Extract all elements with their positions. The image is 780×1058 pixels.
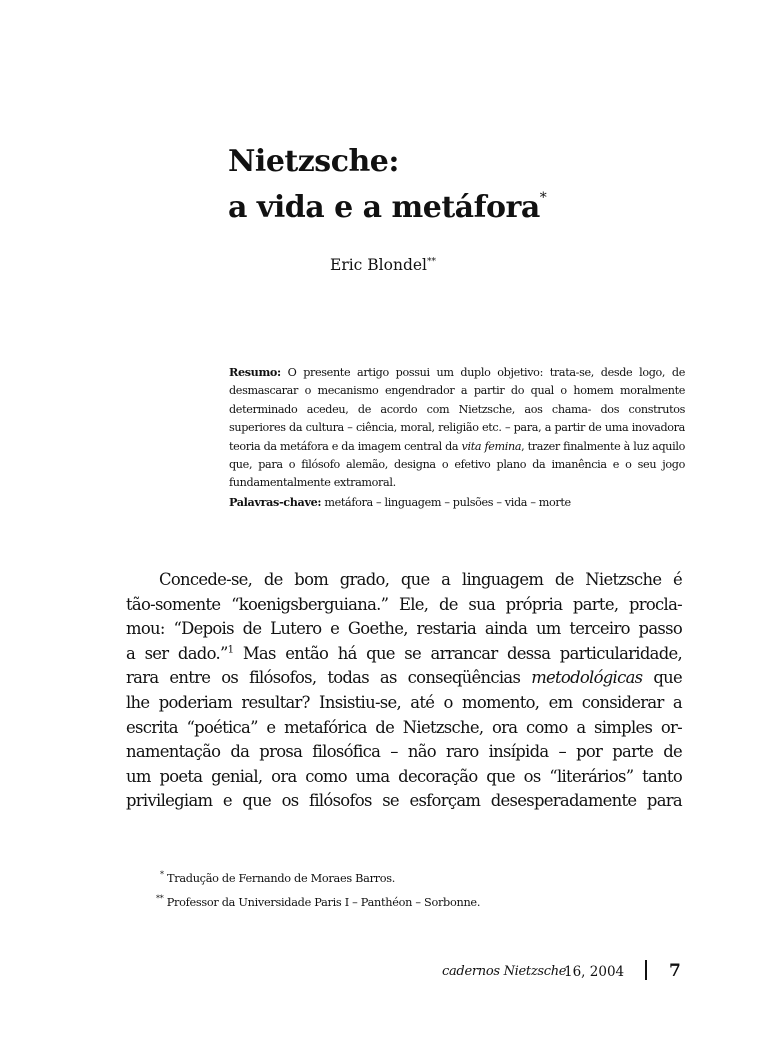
abstract-line-4: dos construtos superiores da cultura – ciência, moral, religião etc. – para,	[229, 402, 686, 435]
body-line-9: um poeta genial, ora como uma decoração que os “literários” tanto	[126, 766, 682, 786]
article-title	[228, 142, 648, 228]
footnote-1-text: Tradução de Fernando de Moraes Barros.	[163, 871, 396, 885]
journal-issue: 16, 2004	[564, 964, 625, 980]
body-line-4-start: a ser dado.”	[126, 643, 228, 663]
title-line-2	[228, 182, 648, 228]
abstract-italic-femina: femina	[484, 439, 522, 453]
footnote-2-mark: **	[156, 893, 164, 903]
body-line-5-start: rara entre os filósofos, todas as conseqüências	[126, 668, 521, 688]
body-line-4	[126, 642, 682, 667]
body-line-8: namentação da prosa filosófica – não raro insípida – por parte de	[126, 742, 682, 762]
footnote-2-text: Professor da Universidade Paris I – Panthéon – Sorbonne.	[163, 895, 481, 909]
abstract-italic-vita: vita	[461, 439, 482, 453]
author-footnote-mark: **	[427, 256, 437, 267]
body-line-5	[126, 666, 682, 691]
keywords	[229, 493, 685, 512]
body-line-5-end: que	[642, 668, 682, 688]
page-number: 7	[669, 961, 681, 981]
abstract-line-3: moralmente determinado acedeu, de acordo com Nietzsche, aos chama-	[229, 384, 685, 416]
body-line-10: privilegiam e que os filósofos se esforçam desesperadamente para	[126, 791, 682, 811]
journal-name: cadernos Nietzsche	[442, 964, 567, 979]
footnote-ref-1: 1	[227, 644, 234, 656]
body-line-4-end: Mas então há que se arrancar dessa particularidade,	[233, 643, 683, 663]
footer-divider	[645, 960, 647, 980]
title-line-2-text: a vida e a metáfora	[228, 190, 540, 225]
abstract-label: Resumo:	[229, 365, 281, 379]
page-footer	[442, 960, 682, 986]
abstract	[229, 363, 685, 512]
footnote-1-mark: *	[160, 870, 164, 879]
body-line-3: mou: “Depois de Lutero e Goethe, restaria ainda um terceiro passo	[126, 619, 682, 639]
body-paragraph	[126, 568, 682, 814]
body-line-2: tão-somente “koenigsberguiana.” Ele, de sua própria parte, procla-	[126, 594, 682, 614]
body-line-7: escrita “poética” e metafórica de Nietzsche, ora como a simples or-	[126, 717, 682, 737]
footnotes	[156, 865, 640, 913]
title-line-1: Nietzsche:	[228, 144, 399, 179]
keywords-text: metáfora – linguagem – pulsões – vida – morte	[324, 495, 571, 509]
abstract-line-5: a partir de uma inovadora teoria da metáfora e da imagem central da	[229, 421, 685, 453]
author-name	[330, 256, 436, 274]
abstract-line-7: o efetivo plano da imanência e o seu jogo fundamentalmente extramoral.	[229, 458, 685, 490]
author-text: Eric Blondel	[330, 256, 428, 274]
footnote-1	[160, 865, 640, 889]
abstract-line-6: , trazer finalmente à luz aquilo que, para o filósofo alemão, designa	[229, 439, 685, 472]
abstract-line-1: O presente artigo possui um duplo objetivo: trata-se, desde logo,	[287, 366, 666, 379]
footnote-2	[156, 889, 640, 913]
keywords-label: Palavras-chave:	[229, 494, 322, 509]
body-line-6: lhe poderiam resultar? Insistiu-se, até o momento, em considerar a	[126, 692, 682, 712]
title-footnote-mark: *	[539, 190, 547, 206]
body-line-1: Concede-se, de bom grado, que a linguagem de Nietzsche é	[159, 570, 682, 589]
body-italic-metodologicas: metodológicas	[531, 668, 643, 688]
abstract-line-2: de desmascarar o mecanismo engendrador a partir do qual o homem	[229, 366, 685, 398]
